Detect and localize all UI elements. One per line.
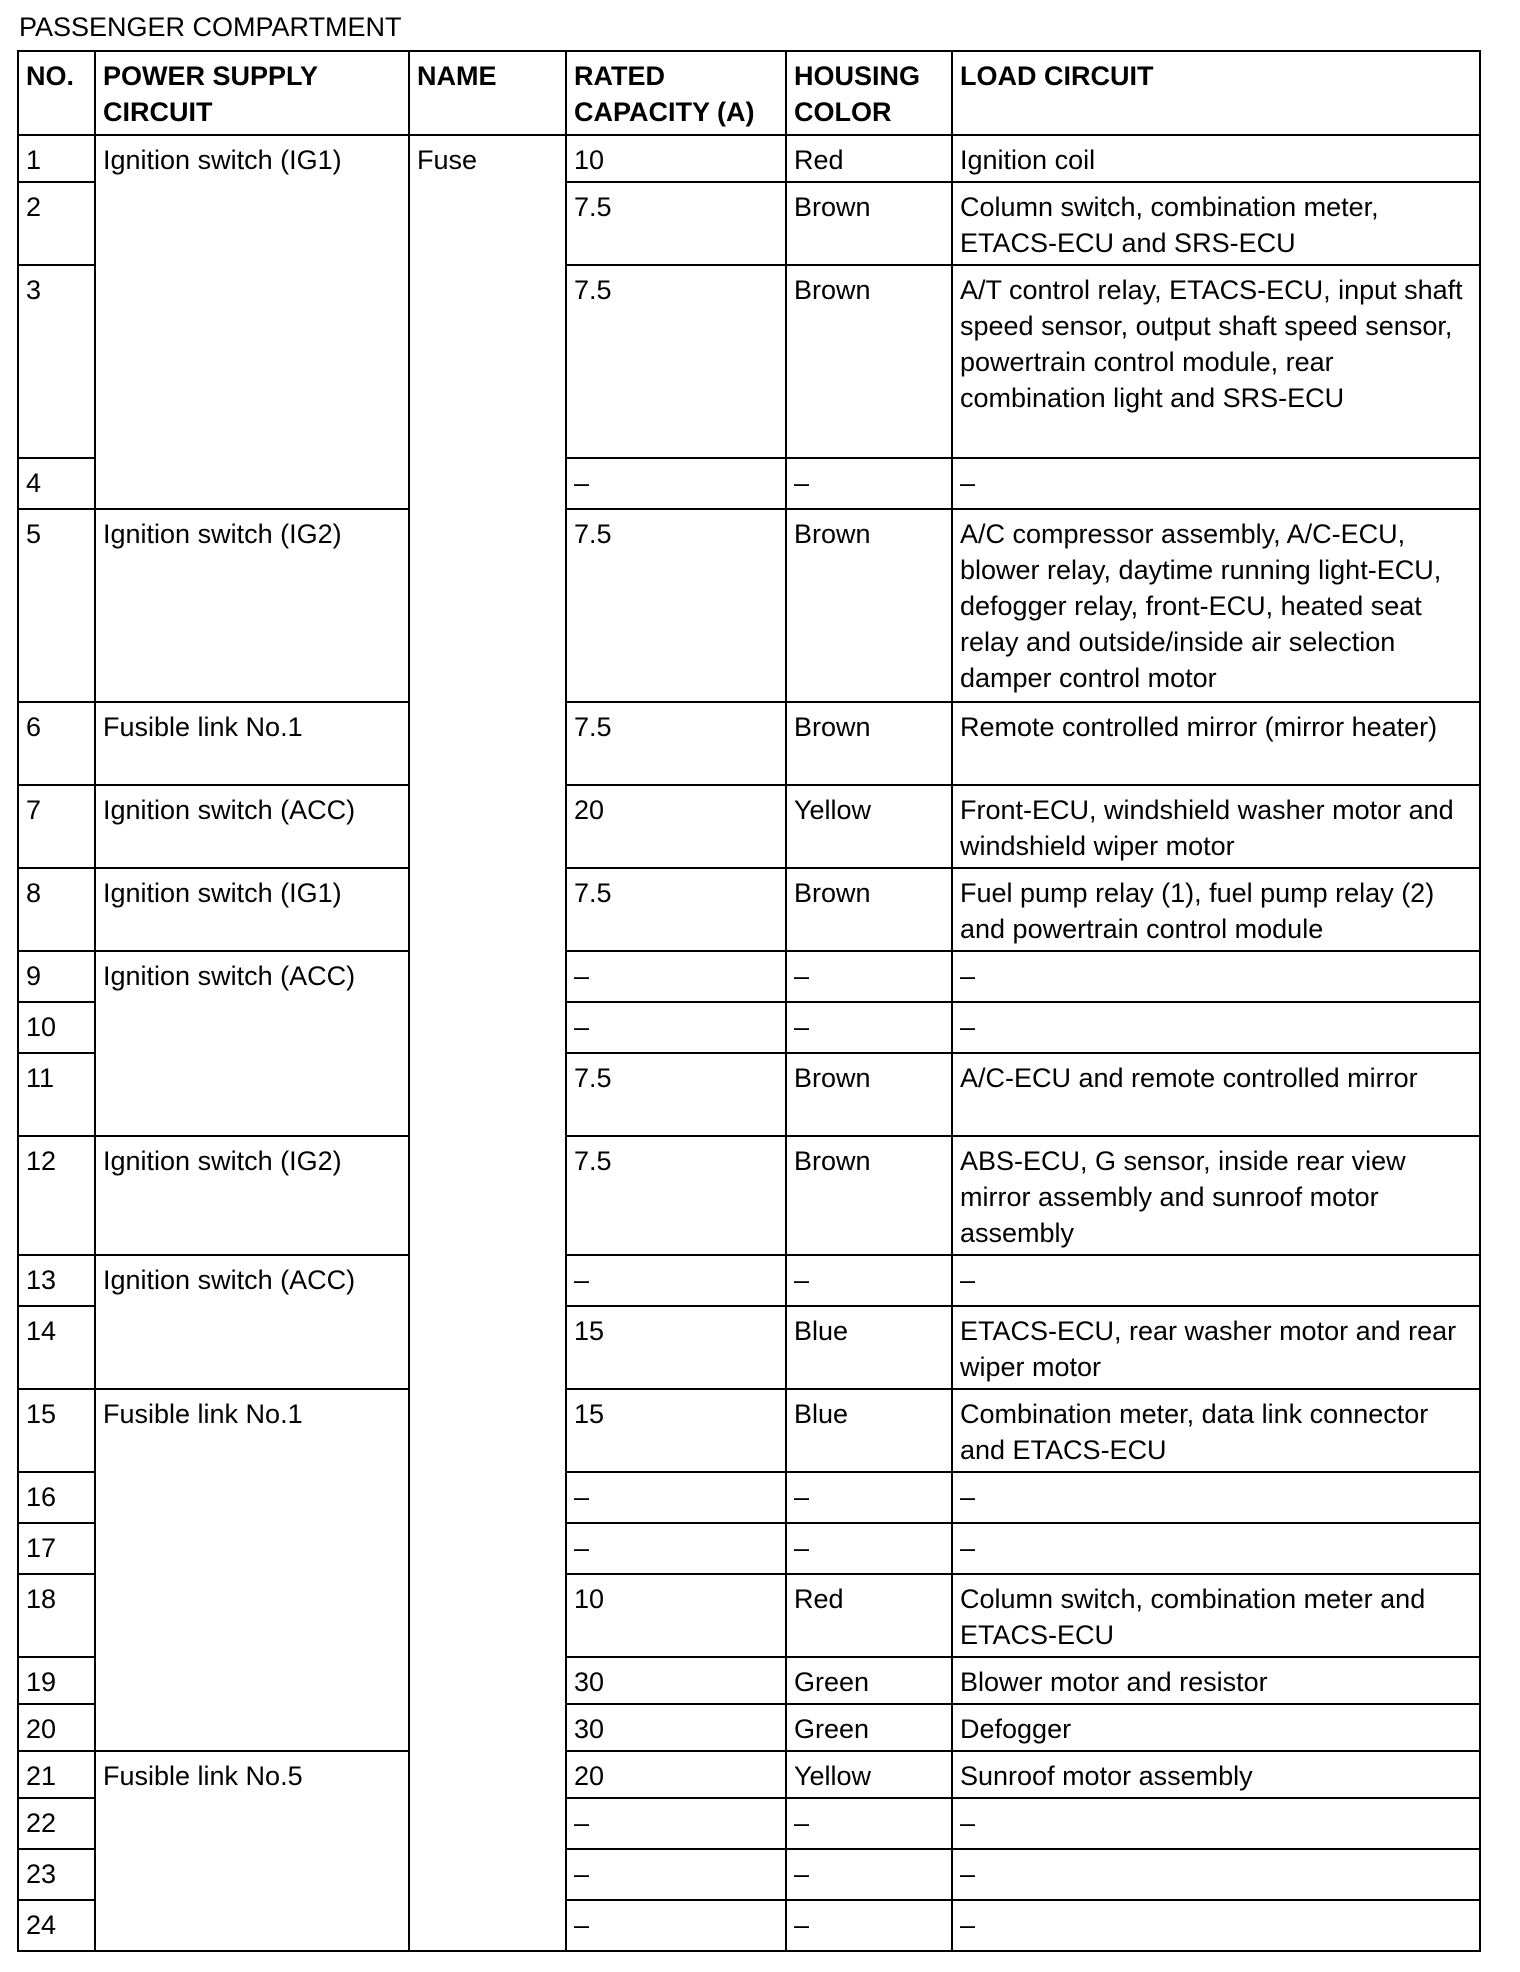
cell-rated: 10 (566, 1574, 786, 1657)
cell-load: A/C-ECU and remote controlled mirror (952, 1053, 1480, 1136)
cell-rated: 7.5 (566, 182, 786, 265)
header-row (18, 51, 1480, 135)
cell-load: – (952, 1002, 1480, 1053)
cell-power-supply: Ignition switch (IG2) (95, 509, 409, 702)
cell-color: – (786, 951, 952, 1002)
cell-rated: 7.5 (566, 509, 786, 702)
cell-no: 1 (18, 135, 95, 182)
cell-rated: 7.5 (566, 265, 786, 458)
cell-load: – (952, 1849, 1480, 1900)
cell-color: Brown (786, 182, 952, 265)
cell-power-supply: Ignition switch (ACC) (95, 951, 409, 1136)
table-row (18, 868, 1480, 951)
header-rated-capacity: RATED CAPACITY (A) (566, 51, 786, 135)
cell-rated: 15 (566, 1389, 786, 1472)
cell-color: Yellow (786, 1751, 952, 1798)
cell-power-supply: Ignition switch (IG2) (95, 1136, 409, 1255)
cell-rated: 10 (566, 135, 786, 182)
cell-load: – (952, 1523, 1480, 1574)
cell-load: – (952, 1255, 1480, 1306)
cell-load: – (952, 1900, 1480, 1951)
cell-no: 3 (18, 265, 95, 458)
table-row (18, 785, 1480, 868)
cell-load: Column switch, combination meter and ETACS-ECU (952, 1574, 1480, 1657)
cell-power-supply: Fusible link No.5 (95, 1751, 409, 1951)
cell-color: – (786, 1255, 952, 1306)
fuse-table (17, 50, 1481, 1952)
cell-no: 7 (18, 785, 95, 868)
cell-color: – (786, 1849, 952, 1900)
cell-rated: 15 (566, 1306, 786, 1389)
cell-rated: – (566, 951, 786, 1002)
table-row (18, 1136, 1480, 1255)
cell-rated: – (566, 1849, 786, 1900)
cell-color: Brown (786, 509, 952, 702)
cell-no: 23 (18, 1849, 95, 1900)
cell-no: 21 (18, 1751, 95, 1798)
cell-color: Brown (786, 702, 952, 785)
cell-no: 4 (18, 458, 95, 509)
cell-power-supply: Fusible link No.1 (95, 702, 409, 785)
cell-load: A/T control relay, ETACS-ECU, input shaft speed sensor, output shaft speed sensor, powertrain control module, rear combination light and SRS-ECU (952, 265, 1480, 458)
cell-no: 5 (18, 509, 95, 702)
cell-load: ETACS-ECU, rear washer motor and rear wiper motor (952, 1306, 1480, 1389)
cell-color: Green (786, 1657, 952, 1704)
cell-color: – (786, 1798, 952, 1849)
table-row (18, 135, 1480, 182)
cell-load: Defogger (952, 1704, 1480, 1751)
cell-load: Sunroof motor assembly (952, 1751, 1480, 1798)
cell-color: Red (786, 1574, 952, 1657)
cell-rated: – (566, 1255, 786, 1306)
cell-rated: 7.5 (566, 868, 786, 951)
cell-color: – (786, 458, 952, 509)
cell-no: 18 (18, 1574, 95, 1657)
cell-color: Brown (786, 868, 952, 951)
cell-load: – (952, 458, 1480, 509)
cell-rated: 7.5 (566, 1136, 786, 1255)
cell-no: 11 (18, 1053, 95, 1136)
cell-power-supply: Ignition switch (ACC) (95, 1255, 409, 1389)
cell-load: – (952, 1798, 1480, 1849)
cell-no: 12 (18, 1136, 95, 1255)
cell-load: ABS-ECU, G sensor, inside rear view mirror assembly and sunroof motor assembly (952, 1136, 1480, 1255)
cell-no: 24 (18, 1900, 95, 1951)
cell-color: Green (786, 1704, 952, 1751)
cell-name: Fuse (409, 135, 566, 1951)
cell-load: – (952, 1472, 1480, 1523)
cell-rated: – (566, 1900, 786, 1951)
cell-color: Red (786, 135, 952, 182)
cell-color: Yellow (786, 785, 952, 868)
cell-color: Blue (786, 1389, 952, 1472)
cell-no: 8 (18, 868, 95, 951)
cell-no: 14 (18, 1306, 95, 1389)
cell-color: Brown (786, 1053, 952, 1136)
header-load-circuit: LOAD CIRCUIT (952, 51, 1480, 135)
cell-power-supply: Ignition switch (IG1) (95, 868, 409, 951)
cell-load: Ignition coil (952, 135, 1480, 182)
cell-power-supply: Fusible link No.1 (95, 1389, 409, 1751)
cell-rated: 30 (566, 1657, 786, 1704)
cell-rated: 20 (566, 785, 786, 868)
cell-rated: 30 (566, 1704, 786, 1751)
cell-load: Remote controlled mirror (mirror heater) (952, 702, 1480, 785)
header-name: NAME (409, 51, 566, 135)
cell-color: Brown (786, 1136, 952, 1255)
cell-load: A/C compressor assembly, A/C-ECU, blower relay, daytime running light-ECU, defogger relay, front-ECU, heated seat relay and outside/inside air selection damper control motor (952, 509, 1480, 702)
table-row (18, 1255, 1480, 1306)
cell-color: Brown (786, 265, 952, 458)
header-housing-color: HOUSING COLOR (786, 51, 952, 135)
cell-load: Column switch, combination meter, ETACS-ECU and SRS-ECU (952, 182, 1480, 265)
cell-rated: – (566, 1472, 786, 1523)
cell-no: 2 (18, 182, 95, 265)
cell-color: – (786, 1472, 952, 1523)
table-row (18, 1751, 1480, 1798)
cell-rated: 20 (566, 1751, 786, 1798)
cell-power-supply: Ignition switch (IG1) (95, 135, 409, 509)
cell-rated: 7.5 (566, 702, 786, 785)
cell-rated: – (566, 1798, 786, 1849)
table-row (18, 951, 1480, 1002)
table-row (18, 509, 1480, 702)
cell-color: – (786, 1523, 952, 1574)
cell-no: 22 (18, 1798, 95, 1849)
cell-load: Fuel pump relay (1), fuel pump relay (2) and powertrain control module (952, 868, 1480, 951)
cell-no: 19 (18, 1657, 95, 1704)
cell-color: – (786, 1900, 952, 1951)
table-row (18, 702, 1480, 785)
cell-load: Combination meter, data link connector and ETACS-ECU (952, 1389, 1480, 1472)
cell-no: 10 (18, 1002, 95, 1053)
cell-rated: – (566, 1002, 786, 1053)
cell-no: 20 (18, 1704, 95, 1751)
cell-rated: 7.5 (566, 1053, 786, 1136)
cell-no: 17 (18, 1523, 95, 1574)
table-row (18, 1389, 1480, 1472)
page-title: PASSENGER COMPARTMENT (19, 12, 402, 42)
cell-no: 6 (18, 702, 95, 785)
cell-load: Blower motor and resistor (952, 1657, 1480, 1704)
header-power-supply-circuit: POWER SUPPLY CIRCUIT (95, 51, 409, 135)
cell-no: 16 (18, 1472, 95, 1523)
cell-color: – (786, 1002, 952, 1053)
cell-load: – (952, 951, 1480, 1002)
cell-no: 15 (18, 1389, 95, 1472)
header-no: NO. (18, 51, 95, 135)
cell-rated: – (566, 458, 786, 509)
cell-color: Blue (786, 1306, 952, 1389)
cell-power-supply: Ignition switch (ACC) (95, 785, 409, 868)
cell-rated: – (566, 1523, 786, 1574)
cell-no: 9 (18, 951, 95, 1002)
cell-load: Front-ECU, windshield washer motor and windshield wiper motor (952, 785, 1480, 868)
cell-no: 13 (18, 1255, 95, 1306)
